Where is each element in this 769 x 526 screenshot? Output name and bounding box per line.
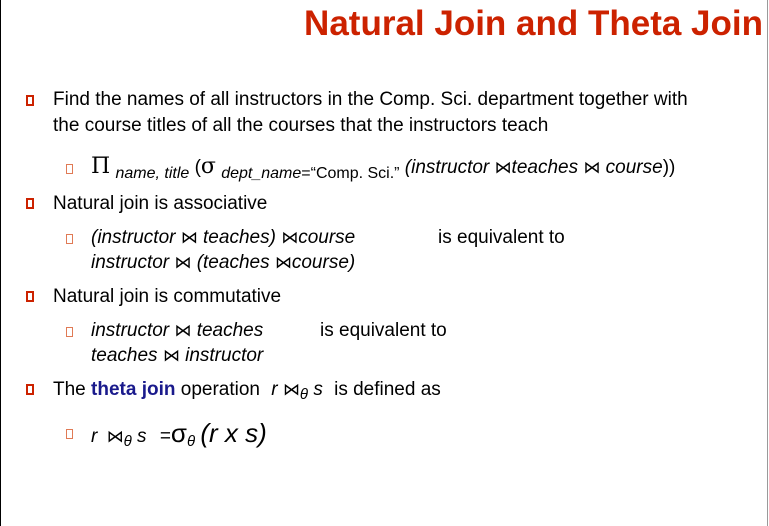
- assoc-lhs-course: course: [298, 227, 356, 248]
- bullet-text-theta-join: [53, 377, 441, 404]
- sub-bullet-marker: [66, 429, 73, 439]
- sigma-subscript: dept_name: [221, 165, 302, 182]
- bullet-marker: [26, 291, 34, 302]
- comm-lhs-teaches: teaches: [196, 320, 264, 341]
- relation-course: course: [605, 157, 663, 178]
- bullet-line-1: Find the names of all instructors in the Comp. Sci. department together with: [53, 89, 688, 110]
- natural-join-symbol: ⋈: [274, 253, 292, 273]
- assoc-rhs-teaches: (teaches: [196, 252, 270, 273]
- sub-bullet-marker: [66, 164, 73, 174]
- open-paren: (: [194, 157, 201, 178]
- comm-lhs-instructor: instructor: [91, 320, 170, 341]
- theta-join-symbol: ⋈: [106, 427, 124, 447]
- bullet-text-find-names: [53, 87, 688, 113]
- comm-rhs: [91, 343, 263, 369]
- theta-join-symbol: ⋈: [282, 380, 300, 400]
- close-parens: )): [662, 157, 676, 178]
- sigma-condition: =“Comp. Sci.”: [301, 165, 400, 182]
- natural-join-symbol: ⋈: [583, 158, 601, 178]
- bullet-marker: [26, 384, 34, 395]
- theta-bullet-post: is defined as: [334, 379, 441, 400]
- comm-rhs-teaches: teaches: [91, 345, 158, 366]
- sigma-symbol: σ: [200, 154, 216, 179]
- assoc-rhs-course: course): [291, 252, 356, 273]
- comm-equivalent-text: is equivalent to: [320, 320, 447, 341]
- theta-def-r: r: [91, 426, 98, 447]
- natural-join-symbol: ⋈: [174, 321, 192, 341]
- assoc-rhs: [91, 250, 355, 276]
- theta-subscript: θ: [299, 386, 309, 403]
- comm-lhs: [91, 318, 263, 344]
- natural-join-symbol: ⋈: [494, 158, 512, 178]
- assoc-rhs-instructor: instructor: [91, 252, 170, 273]
- relation-teaches: teaches: [511, 157, 579, 178]
- sub-bullet-marker: [66, 327, 73, 337]
- pi-subscript: name, title: [115, 165, 190, 182]
- natural-join-symbol: ⋈: [174, 253, 192, 273]
- bullet-text-course-titles: [53, 113, 548, 139]
- relation-instructor: (instructor: [404, 157, 490, 178]
- theta-def-s: s: [137, 426, 147, 447]
- theta-def-subscript: θ: [123, 433, 132, 450]
- comm-rhs-instructor: instructor: [185, 345, 264, 366]
- bullet-text-associative: Natural join is associative: [53, 193, 268, 214]
- theta-bullet-mid: operation: [175, 379, 260, 400]
- theta-def-sigma-subscript: θ: [186, 433, 196, 450]
- assoc-lhs-teaches: teaches): [203, 227, 276, 248]
- theta-def-cross-product: (r x s): [200, 418, 267, 448]
- equals-sign: =: [159, 426, 171, 447]
- assoc-lhs: [91, 225, 355, 251]
- theta-r: r: [271, 379, 278, 400]
- theta-s: s: [313, 379, 323, 400]
- assoc-equivalent-text: is equivalent to: [438, 227, 565, 248]
- theta-bullet-pre: The: [53, 379, 92, 400]
- theta-def-sigma: σ: [170, 418, 187, 448]
- natural-join-symbol: ⋈: [281, 228, 299, 248]
- bullet-line-2: the course titles of all the courses that the instructors teach: [53, 115, 549, 136]
- bullet-text-commutative: Natural join is commutative: [53, 286, 282, 307]
- sub-bullet-marker: [66, 234, 73, 244]
- bullet-marker: [26, 95, 34, 106]
- bullet-marker: [26, 198, 34, 209]
- pi-symbol: Π: [91, 154, 111, 179]
- theta-join-term: theta join: [91, 379, 176, 400]
- natural-join-symbol: ⋈: [162, 346, 180, 366]
- assoc-lhs-instructor: (instructor: [91, 227, 176, 248]
- slide-title: Natural Join and Theta Join: [304, 4, 763, 43]
- slide-right-border: [767, 0, 768, 526]
- natural-join-symbol: ⋈: [180, 228, 198, 248]
- slide-left-border: [0, 0, 1, 526]
- relational-algebra-expression: [91, 154, 675, 182]
- theta-definition: [91, 418, 267, 453]
